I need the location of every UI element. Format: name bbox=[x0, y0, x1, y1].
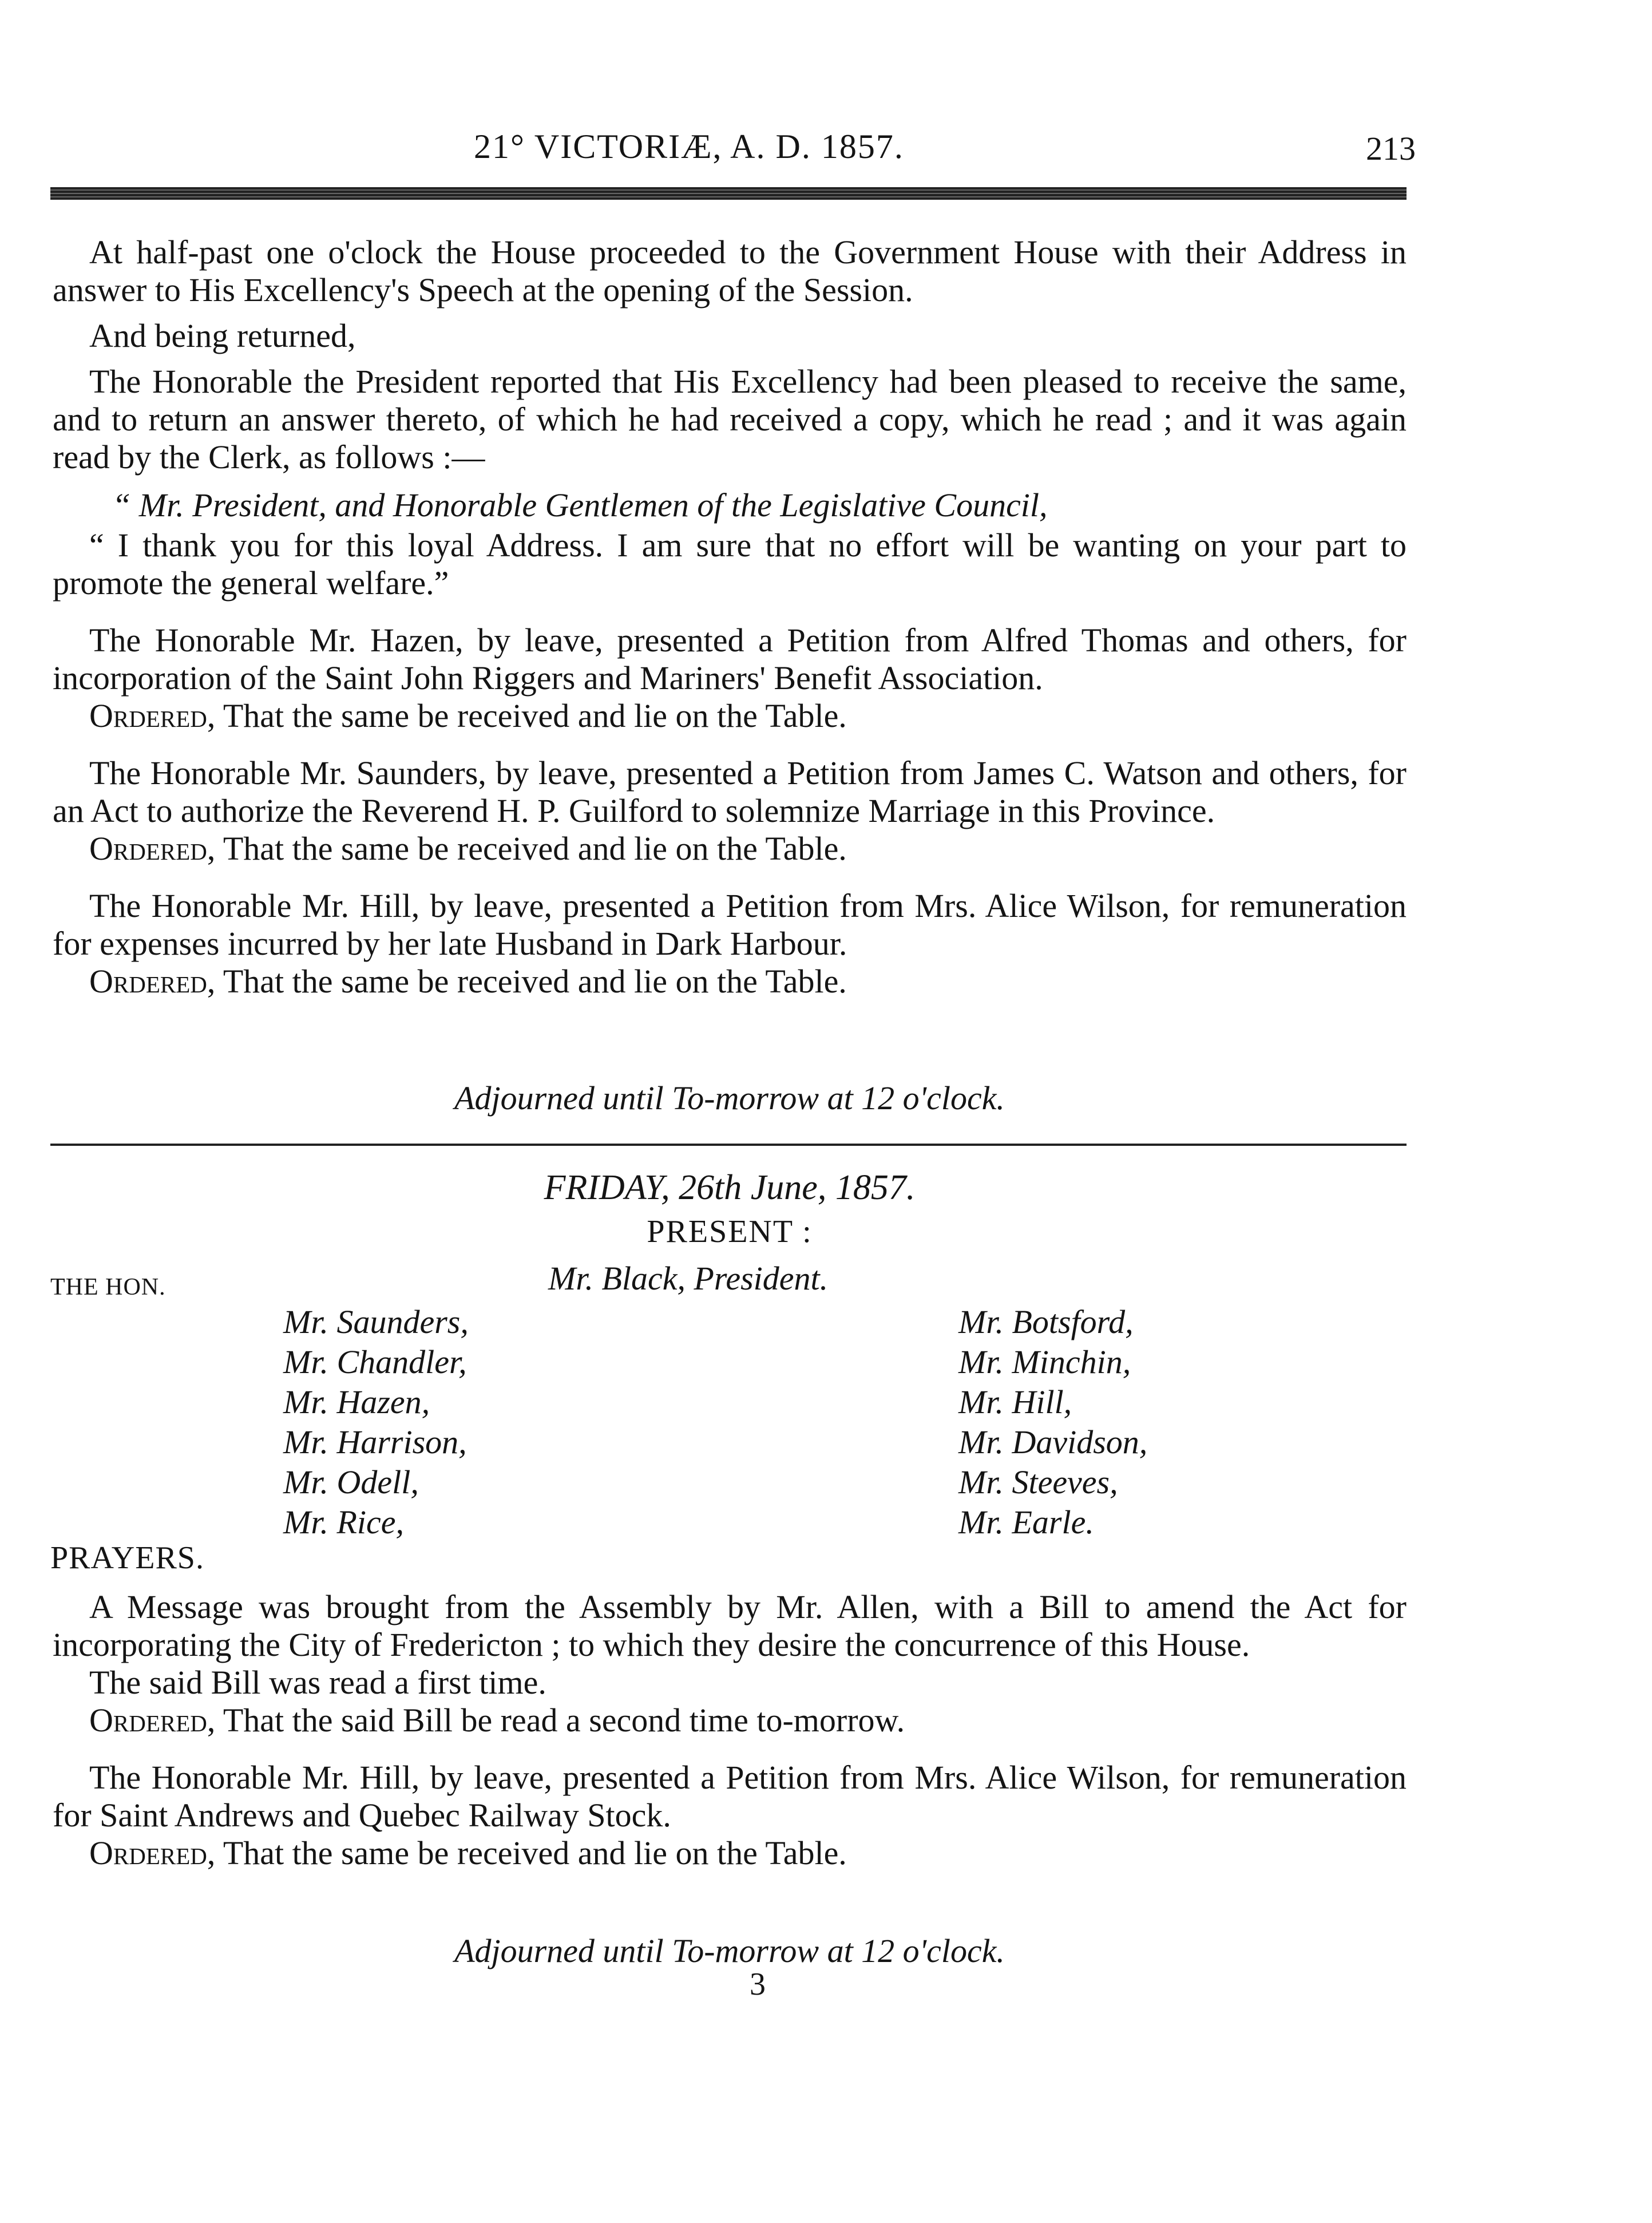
running-title: 21° VICTORIÆ, A. D. 1857. bbox=[474, 128, 904, 165]
page-header bbox=[50, 127, 1416, 179]
ordered-line bbox=[53, 697, 1407, 735]
ordered-word: Ordered, bbox=[89, 1702, 216, 1739]
member-name: Mr. Rice, bbox=[283, 1504, 404, 1541]
ordered-line bbox=[53, 963, 1407, 1000]
ordered-text: That the same be received and lie on the Table. bbox=[215, 830, 847, 867]
member-name: Mr. Earle. bbox=[958, 1504, 1094, 1541]
paragraph-hill-petition: The Honorable Mr. Hill, by leave, presented a Petition from Mrs. Alice Wilson, for remuneration for expenses incurred by her late Husband in Dark Harbour. bbox=[53, 887, 1407, 962]
ordered-word: Ordered, bbox=[89, 830, 216, 867]
signature-folio: 3 bbox=[750, 1967, 766, 2002]
member-name: Mr. Hill, bbox=[958, 1383, 1072, 1421]
ordered-line bbox=[53, 1702, 1407, 1739]
ordered-text: That the same be received and lie on the Table. bbox=[215, 1834, 847, 1872]
section-divider bbox=[50, 1144, 1407, 1146]
page-number: 213 bbox=[1366, 130, 1416, 167]
paragraph-hazen-petition: The Honorable Mr. Hazen, by leave, presented a Petition from Alfred Thomas and others, for incorporation of the Saint John Riggers and Mariners' Benefit Association. bbox=[53, 622, 1407, 697]
adjourned-line-2: Adjourned until To-morrow at 12 o'clock. bbox=[454, 1932, 1005, 1969]
quote-body: “ I thank you for this loyal Address. I am sure that no effort will be wanting on your part to promote the general welfare.” bbox=[53, 527, 1407, 602]
member-name: Mr. Botsford, bbox=[958, 1303, 1134, 1340]
ordered-word: Ordered, bbox=[89, 963, 216, 1000]
ordered-text: That the same be received and lie on the Table. bbox=[215, 963, 847, 1000]
quote-heading: “ Mr. President, and Honorable Gentlemen of the Legislative Council, bbox=[112, 486, 1048, 524]
section-2 bbox=[53, 1588, 1407, 1872]
prayers-heading: PRAYERS. bbox=[50, 1540, 204, 1576]
section-1 bbox=[53, 234, 1407, 1000]
ordered-text: That the same be received and lie on the Table. bbox=[215, 697, 847, 734]
paragraph-first-reading: The said Bill was read a first time. bbox=[89, 1664, 546, 1701]
member-name: Mr. Davidson, bbox=[958, 1423, 1148, 1461]
ordered-text: That the said Bill be read a second time to-morrow. bbox=[215, 1702, 905, 1739]
member-name: Mr. Hazen, bbox=[283, 1383, 430, 1421]
members-right-column bbox=[958, 1302, 1147, 1542]
present-heading: PRESENT : bbox=[647, 1214, 813, 1249]
member-name: Mr. Chandler, bbox=[283, 1343, 467, 1381]
ordered-line bbox=[53, 830, 1407, 868]
member-name: Mr. Steeves, bbox=[958, 1463, 1118, 1501]
paragraph-hill-petition-2: The Honorable Mr. Hill, by leave, presented a Petition from Mrs. Alice Wilson, for remuneration for Saint Andrews and Quebec Railway Stock. bbox=[53, 1759, 1407, 1834]
paragraph-president-report: The Honorable the President reported that His Excellency had been pleased to receive the same, and to return an answer thereto, of which he had received a copy, which he read ; and it was again read by the Clerk, as follows :— bbox=[53, 363, 1407, 476]
member-name: Mr. Harrison, bbox=[283, 1423, 467, 1461]
ordered-line bbox=[53, 1834, 1407, 1872]
the-hon-label: THE HON. bbox=[50, 1274, 166, 1300]
ordered-word: Ordered, bbox=[89, 697, 216, 734]
member-name: Mr. Minchin, bbox=[958, 1343, 1131, 1381]
paragraph-assembly-message: A Message was brought from the Assembly by Mr. Allen, with a Bill to amend the Act for incorporating the City of Fredericton ; to which they desire the concurrence of this House. bbox=[53, 1588, 1407, 1663]
paragraph-address: At half-past one o'clock the House proceeded to the Government House with their Address in answer to His Excellency's Speech at the opening of the Session. bbox=[53, 234, 1407, 308]
paragraph-returned: And being returned, bbox=[89, 317, 356, 354]
adjourned-line-1: Adjourned until To-morrow at 12 o'clock. bbox=[454, 1079, 1005, 1117]
member-name: Mr. Odell, bbox=[283, 1463, 419, 1501]
president-name: Mr. Black, President. bbox=[548, 1260, 829, 1297]
paragraph-saunders-petition: The Honorable Mr. Saunders, by leave, presented a Petition from James C. Watson and others, for an Act to authorize the Reverend H. P. Guilford to solemnize Marriage in this Province. bbox=[53, 754, 1407, 829]
member-name: Mr. Saunders, bbox=[283, 1303, 469, 1340]
members-left-column bbox=[283, 1302, 469, 1542]
ordered-word: Ordered, bbox=[89, 1834, 216, 1872]
header-rule bbox=[50, 187, 1407, 200]
session-date: FRIDAY, 26th June, 1857. bbox=[544, 1168, 916, 1207]
